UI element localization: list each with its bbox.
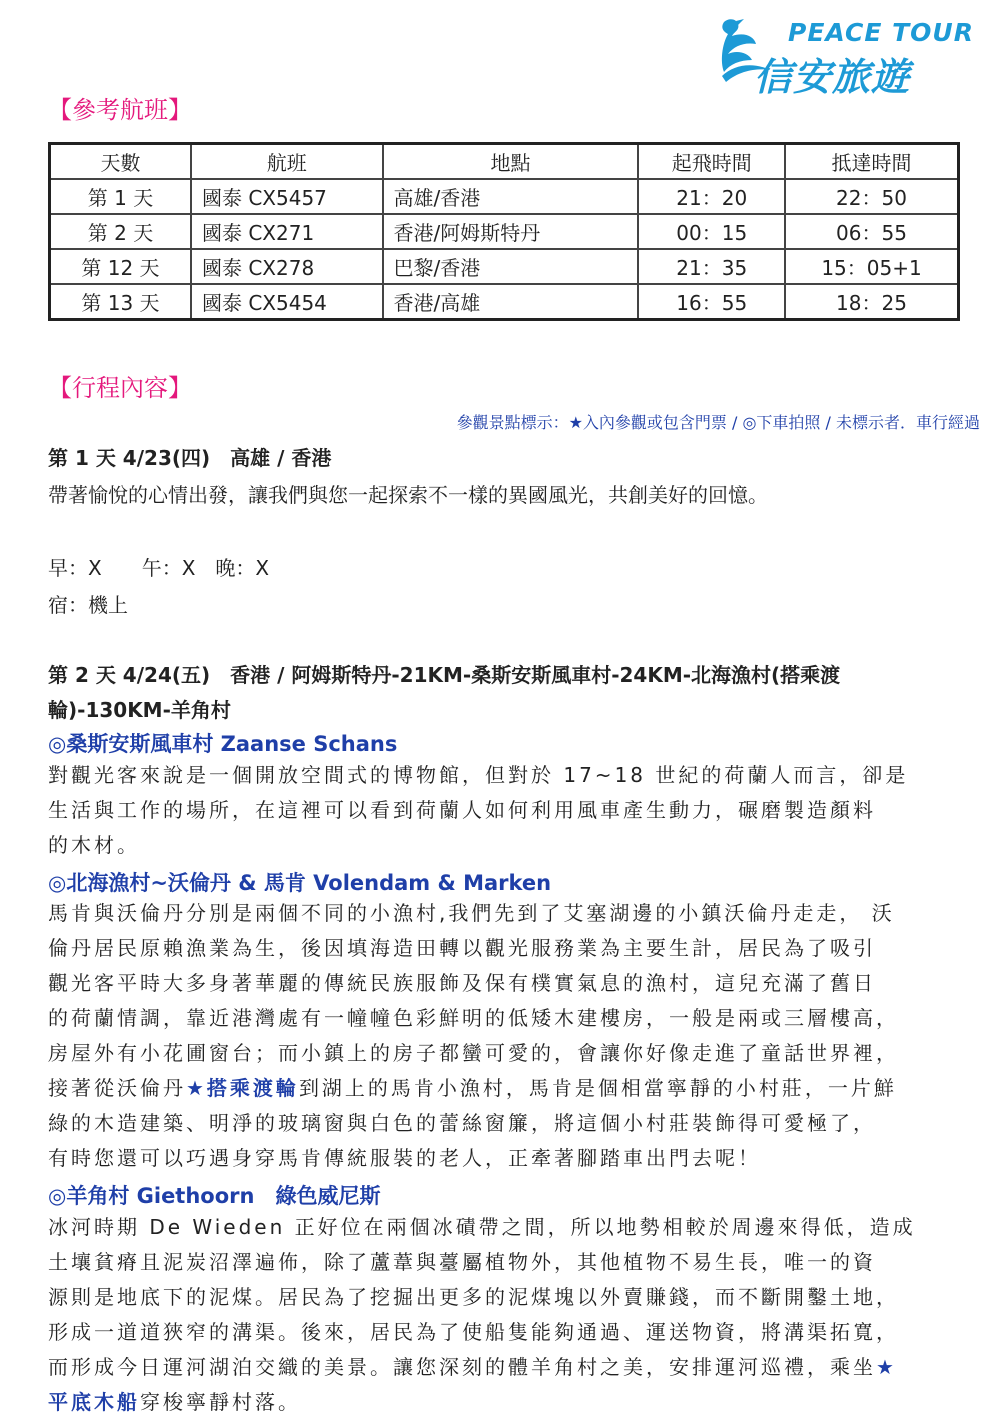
column-header-location: 地點 bbox=[383, 144, 639, 180]
cell-flight: 國泰 CX278 bbox=[191, 249, 383, 284]
text-line: 形成一道道狹窄的溝渠。後來，居民為了使船隻能夠通過、運送物資，將溝渠拓寬， bbox=[48, 1320, 899, 1344]
text-line: 倫丹居民原賴漁業為生，後因填海造田轉以觀光服務業為主要生計，居民為了吸引 bbox=[48, 936, 876, 960]
day1-meals: 早：X 午：X 晚：X bbox=[48, 556, 270, 580]
column-header-flight: 航班 bbox=[191, 144, 383, 180]
text-line bbox=[48, 1385, 973, 1420]
text-line: 的木材。 bbox=[48, 833, 140, 857]
table-row bbox=[50, 284, 959, 320]
sight-legend: 參觀景點標示：★入內參觀或包含門票 / ◎下車拍照 / 未標示者．車行經過 bbox=[456, 413, 980, 432]
star-highlight: ★ bbox=[876, 1355, 897, 1379]
cell-arrival: 18：25 bbox=[785, 284, 958, 320]
flights-table bbox=[48, 142, 960, 321]
cell-location: 巴黎/香港 bbox=[383, 249, 639, 284]
text-line: 觀光客平時大多身著華麗的傳統民族服飾及保有樸實氣息的漁村，這兒充滿了舊日 bbox=[48, 971, 876, 995]
table-header-row bbox=[50, 144, 959, 180]
cell-location: 香港/高雄 bbox=[383, 284, 639, 320]
cell-location: 高雄/香港 bbox=[383, 179, 639, 214]
itinerary-section-title: 【行程內容】 bbox=[48, 374, 192, 402]
spot-zaanse-schans-text bbox=[48, 758, 973, 863]
day2-heading-line2: 輪)-130KM-羊角村 bbox=[48, 698, 231, 722]
text-line: 房屋外有小花圃窗台；而小鎮上的房子都蠻可愛的，會讓你好像走進了童話世界裡， bbox=[48, 1041, 899, 1065]
cell-departure: 21：35 bbox=[638, 249, 785, 284]
text-line: 對觀光客來說是一個開放空間式的博物館，但對於 17~18 世紀的荷蘭人而言，卻是 bbox=[48, 763, 909, 787]
cell-location: 香港/阿姆斯特丹 bbox=[383, 214, 639, 249]
flights-section-title: 【參考航班】 bbox=[48, 96, 192, 124]
text-segment: 穿梭寧靜村落。 bbox=[140, 1390, 301, 1414]
text-line: 源則是地底下的泥煤。居民為了挖掘出更多的泥煤塊以外賣賺錢，而不斷開鑿土地， bbox=[48, 1285, 899, 1309]
text-line: 綠的木造建築、明淨的玻璃窗與白色的蕾絲窗簾，將這個小村莊裝飾得可愛極了， bbox=[48, 1111, 876, 1135]
day1-heading: 第 1 天 4/23(四) 高雄 / 香港 bbox=[48, 446, 332, 470]
spot-giethoorn-text bbox=[48, 1210, 973, 1420]
cell-flight: 國泰 CX271 bbox=[191, 214, 383, 249]
ferry-highlight: ★搭乘渡輪 bbox=[186, 1076, 299, 1100]
column-header-arrival: 抵達時間 bbox=[785, 144, 958, 180]
cell-departure: 21：20 bbox=[638, 179, 785, 214]
logo-text-peace-tour: PEACE TOUR bbox=[788, 18, 974, 47]
cell-day: 第 13 天 bbox=[50, 284, 191, 320]
spot-volendam-marken-text bbox=[48, 896, 973, 1176]
cell-day: 第 12 天 bbox=[50, 249, 191, 284]
cell-day: 第 2 天 bbox=[50, 214, 191, 249]
table-row bbox=[50, 249, 959, 284]
cell-departure: 00：15 bbox=[638, 214, 785, 249]
cell-arrival: 06：55 bbox=[785, 214, 958, 249]
day1-description: 帶著愉悅的心情出發，讓我們與您一起探索不一樣的異國風光，共創美好的回憶。 bbox=[48, 483, 768, 507]
text-segment: 到湖上的馬肯小漁村，馬肯是個相當寧靜的小村莊，一片鮮 bbox=[298, 1076, 897, 1100]
cell-arrival: 15：05+1 bbox=[785, 249, 958, 284]
text-line: 馬肯與沃倫丹分別是兩個不同的小漁村,我們先到了艾塞湖邊的小鎮沃倫丹走走， 沃 bbox=[48, 901, 895, 925]
spot-volendam-marken-title: ◎北海漁村~沃倫丹 & 馬肯 Volendam & Marken bbox=[48, 871, 552, 895]
table-row bbox=[50, 179, 959, 214]
flat-boat-highlight: 平底木船 bbox=[48, 1390, 140, 1414]
text-line: 有時您還可以巧遇身穿馬肯傳統服裝的老人，正牽著腳踏車出門去呢！ bbox=[48, 1146, 761, 1170]
cell-flight: 國泰 CX5454 bbox=[191, 284, 383, 320]
cell-departure: 16：55 bbox=[638, 284, 785, 320]
text-line bbox=[48, 1350, 973, 1385]
column-header-day: 天數 bbox=[50, 144, 191, 180]
text-line bbox=[48, 1071, 973, 1106]
spot-zaanse-schans-title: ◎桑斯安斯風車村 Zaanse Schans bbox=[48, 732, 398, 756]
table-row bbox=[50, 214, 959, 249]
peace-tour-logo bbox=[714, 14, 978, 99]
text-segment: 而形成今日運河湖泊交織的美景。讓您深刻的體羊角村之美，安排運河巡禮，乘坐 bbox=[48, 1355, 876, 1379]
day1-lodging: 宿：機上 bbox=[48, 593, 128, 617]
text-segment: 接著從沃倫丹 bbox=[48, 1076, 186, 1100]
column-header-departure: 起飛時間 bbox=[638, 144, 785, 180]
cell-flight: 國泰 CX5457 bbox=[191, 179, 383, 214]
text-line: 土壤貧瘠且泥炭沼澤遍佈，除了蘆葦與薹屬植物外，其他植物不易生長，唯一的資 bbox=[48, 1250, 876, 1274]
text-line: 冰河時期 De Wieden 正好位在兩個冰磧帶之間，所以地勢相較於周邊來得低，造成 bbox=[48, 1215, 916, 1239]
day2-heading-line1: 第 2 天 4/24(五) 香港 / 阿姆斯特丹-21KM-桑斯安斯風車村-24KM-北海漁村(搭乘渡 bbox=[48, 663, 841, 687]
cell-day: 第 1 天 bbox=[50, 179, 191, 214]
cell-arrival: 22：50 bbox=[785, 179, 958, 214]
text-line: 生活與工作的場所，在這裡可以看到荷蘭人如何利用風車產生動力，碾磨製造顏料 bbox=[48, 798, 876, 822]
text-line: 的荷蘭情調，靠近港灣處有一幢幢色彩鮮明的低矮木建樓房，一般是兩或三層樓高， bbox=[48, 1006, 899, 1030]
logo-text-chinese: 信安旅遊 bbox=[754, 55, 911, 99]
spot-giethoorn-title: ◎羊角村 Giethoorn 綠色威尼斯 bbox=[48, 1184, 381, 1208]
